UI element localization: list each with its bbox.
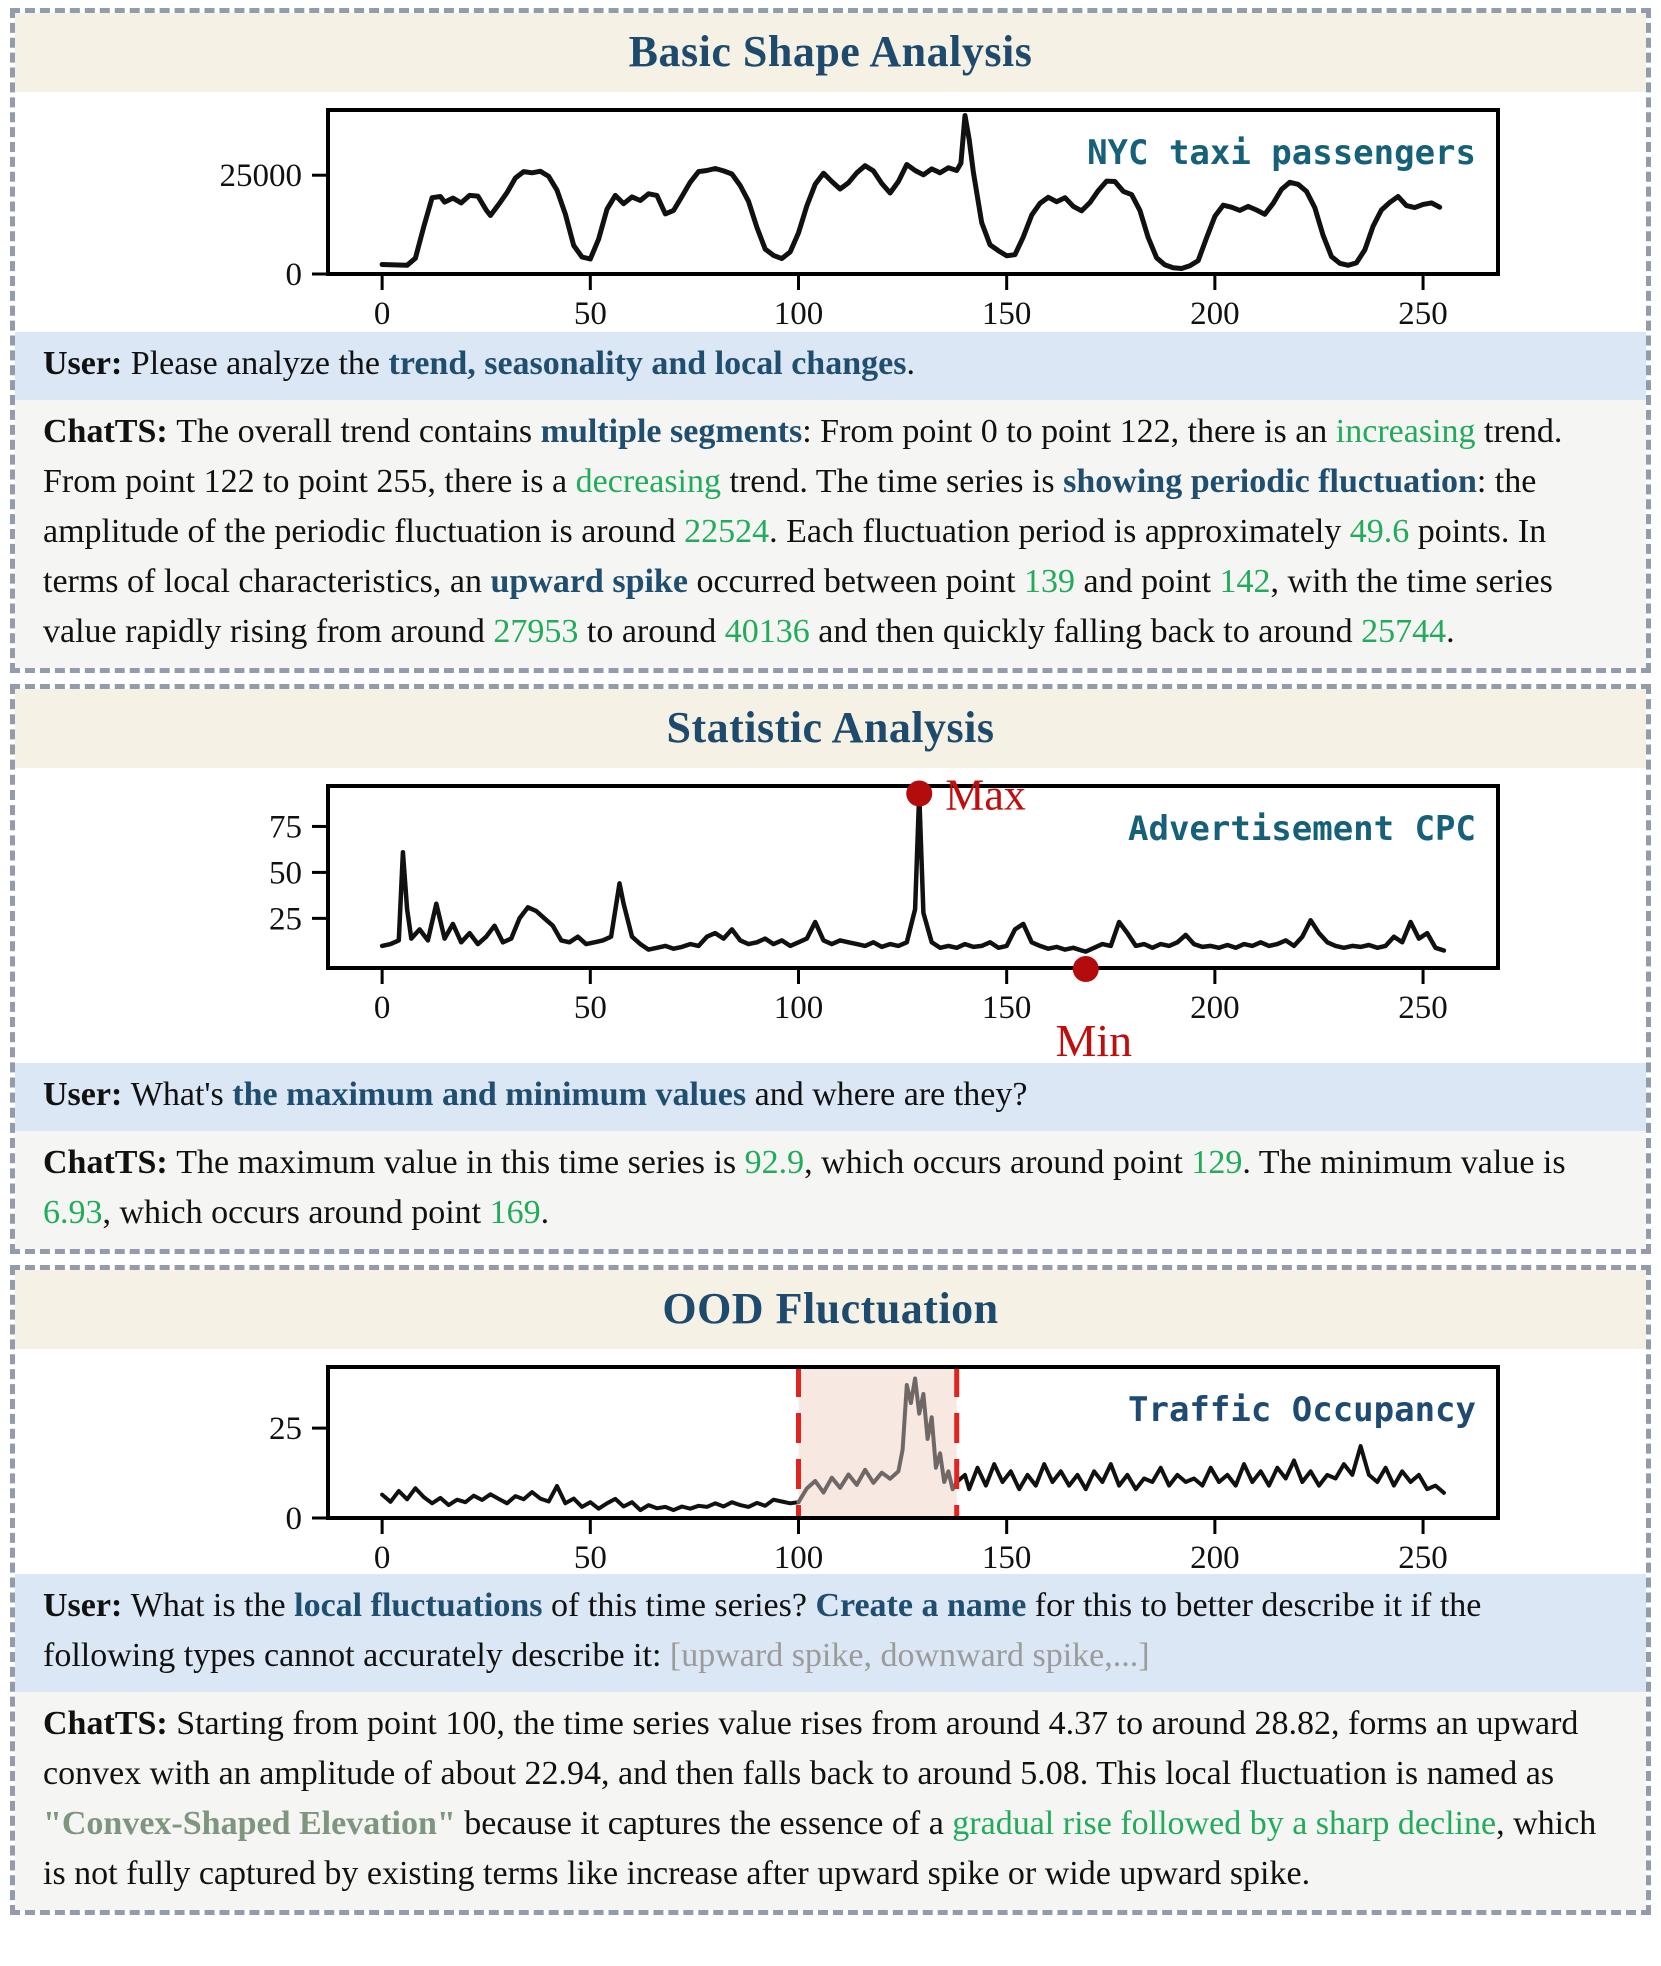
text-segment: 49.6 [1349, 513, 1410, 550]
x-tick-label: 0 [373, 1540, 391, 1574]
text-segment: , with the time series value rapidly rising from around [43, 563, 1553, 650]
text-segment: 92.9 [744, 1144, 805, 1181]
text-segment: multiple segments [540, 413, 803, 450]
y-tick-label: 0 [285, 257, 302, 293]
x-tick-label: 100 [773, 296, 824, 332]
x-tick-label: 0 [373, 990, 391, 1026]
y-tick-label: 50 [269, 855, 302, 892]
x-tick-label: 150 [981, 990, 1032, 1026]
panel-title-bar [15, 689, 1646, 768]
y-tick-label: 25000 [219, 158, 302, 195]
text-segment: to around [578, 613, 725, 650]
user-message [15, 332, 1646, 400]
text-segment: of this time series? [542, 1587, 816, 1624]
text-segment: because it captures the essence of a [455, 1805, 953, 1842]
x-tick-label: 200 [1190, 296, 1240, 332]
panel-basic-shape-analysis [10, 8, 1651, 673]
user-message-text [43, 339, 1620, 389]
text-segment: , which occurs around point [102, 1194, 490, 1231]
text-segment: points. In terms of local characteristics, an [43, 513, 1547, 600]
text-segment: "Convex-Shaped Elevation" [43, 1805, 456, 1842]
text-segment: 169 [489, 1194, 541, 1231]
chatts-message [15, 1131, 1646, 1249]
x-tick-label: 200 [1190, 990, 1240, 1026]
panel-statistic-analysis [10, 684, 1651, 1254]
panel-title-bar [15, 1270, 1646, 1349]
chatts-message-text [43, 1699, 1620, 1899]
text-segment: 22524 [684, 513, 770, 550]
text-segment: . [1446, 613, 1455, 650]
text-segment: , which is not fully captured by existing terms like increase after upward spike or wide upward spike. [43, 1805, 1597, 1892]
user-message-text [43, 1070, 1620, 1120]
text-segment: The maximum value in this time series is [176, 1144, 745, 1181]
chart-advertisement-cpc [15, 768, 1646, 1063]
text-segment: 40136 [724, 613, 810, 650]
text-segment: gradual rise followed by a sharp decline [952, 1805, 1497, 1842]
chart-nyc-taxi-passengers [15, 92, 1646, 332]
x-tick-label: 100 [773, 1540, 824, 1574]
text-segment: 129 [1191, 1144, 1243, 1181]
series-name-annotation: Traffic Occupancy [1128, 1390, 1476, 1430]
text-segment: ChatTS: [43, 413, 177, 450]
series-line-normal-post [957, 1446, 1444, 1493]
x-tick-label: 250 [1398, 1540, 1448, 1574]
y-tick-label: 25 [269, 901, 302, 938]
min-label: Min [1055, 1015, 1133, 1063]
text-segment: 142 [1219, 563, 1271, 600]
text-segment: . The minimum value is [1242, 1144, 1566, 1181]
text-segment: and where are they? [746, 1076, 1028, 1113]
text-segment: Create a name [815, 1587, 1027, 1624]
x-tick-label: 50 [573, 1540, 607, 1574]
text-segment: Starting from point 100, the time series value rises from around 4.37 to around 28.82, forms an upward convex with an amplitude of about 22.94, and then falls back to around 5.08. This local fluctuation is named as [43, 1705, 1579, 1792]
y-tick-label: 25 [269, 1411, 302, 1448]
text-segment: 6.93 [43, 1194, 103, 1231]
text-segment: [upward spike, downward spike,...] [669, 1637, 1150, 1674]
text-segment: 25744 [1361, 613, 1447, 650]
text-segment: 139 [1024, 563, 1076, 600]
x-tick-label: 250 [1398, 296, 1448, 332]
text-segment: Please analyze the [130, 345, 389, 382]
x-tick-label: 200 [1190, 1540, 1240, 1574]
series-name-annotation: Advertisement CPC [1128, 809, 1476, 849]
chatts-message [15, 400, 1646, 668]
panel-ood-fluctuation [10, 1265, 1651, 1915]
text-segment: 27953 [493, 613, 579, 650]
chart-traffic-occupancy [15, 1349, 1646, 1574]
panel-title-bar [15, 13, 1646, 92]
user-message-text [43, 1581, 1620, 1681]
text-segment: User: [43, 1076, 131, 1113]
text-segment: for this to better describe it if the following types cannot accurately describe it: [43, 1587, 1482, 1674]
max-marker-dot [906, 781, 932, 807]
text-segment: What is the [130, 1587, 295, 1624]
text-segment: ChatTS: [43, 1144, 177, 1181]
panel-heading: Basic Shape Analysis [628, 27, 1033, 76]
text-segment: User: [43, 1587, 131, 1624]
chatts-message [15, 1692, 1646, 1910]
user-message [15, 1063, 1646, 1131]
text-segment: . [906, 345, 915, 382]
text-segment: ChatTS: [43, 1705, 177, 1742]
text-segment: occurred between point [687, 563, 1025, 600]
text-segment: decreasing [575, 463, 722, 500]
panel-heading: OOD Fluctuation [662, 1284, 999, 1333]
x-tick-label: 50 [573, 296, 607, 332]
line-chart-advertisement-cpc [43, 778, 1603, 1063]
text-segment: The overall trend contains [176, 413, 541, 450]
series-name-annotation: NYC taxi passengers [1087, 133, 1476, 173]
text-segment: What's [130, 1076, 233, 1113]
text-segment: trend. From point 122 to point 255, there is a [43, 413, 1563, 500]
text-segment: User: [43, 345, 131, 382]
text-segment: trend, seasonality and local changes [388, 345, 907, 382]
y-tick-label: 0 [285, 1501, 302, 1537]
series-line-normal-pre [382, 1486, 798, 1510]
line-chart-traffic-occupancy [43, 1359, 1603, 1574]
text-segment: . Each fluctuation period is approximately [769, 513, 1350, 550]
text-segment: trend. The time series is [721, 463, 1064, 500]
x-tick-label: 100 [773, 990, 824, 1026]
text-segment: the maximum and minimum values [232, 1076, 747, 1113]
line-chart-nyc-taxi [43, 102, 1603, 332]
text-segment: , which occurs around point [804, 1144, 1192, 1181]
min-marker-dot [1073, 956, 1099, 982]
x-tick-label: 250 [1398, 990, 1448, 1026]
x-tick-label: 50 [573, 990, 607, 1026]
text-segment: . [540, 1194, 550, 1231]
x-tick-label: 150 [981, 1540, 1032, 1574]
x-tick-label: 150 [981, 296, 1032, 332]
text-segment: and point [1075, 563, 1220, 600]
text-segment: : From point 0 to point 122, there is an [802, 413, 1336, 450]
text-segment: showing periodic fluctuation [1063, 463, 1477, 500]
text-segment: upward spike [490, 563, 688, 600]
text-segment: local fluctuations [294, 1587, 543, 1624]
panel-heading: Statistic Analysis [666, 703, 995, 752]
text-segment: and then quickly falling back to around [809, 613, 1362, 650]
chatts-figure [0, 8, 1661, 1915]
text-segment: increasing [1335, 413, 1476, 450]
max-label: Max [945, 778, 1026, 820]
user-message [15, 1574, 1646, 1692]
chatts-message-text [43, 1138, 1620, 1238]
x-tick-label: 0 [373, 296, 391, 332]
text-segment: : the amplitude of the periodic fluctuation is around [43, 463, 1537, 550]
y-tick-label: 75 [269, 809, 302, 846]
chatts-message-text [43, 407, 1620, 657]
